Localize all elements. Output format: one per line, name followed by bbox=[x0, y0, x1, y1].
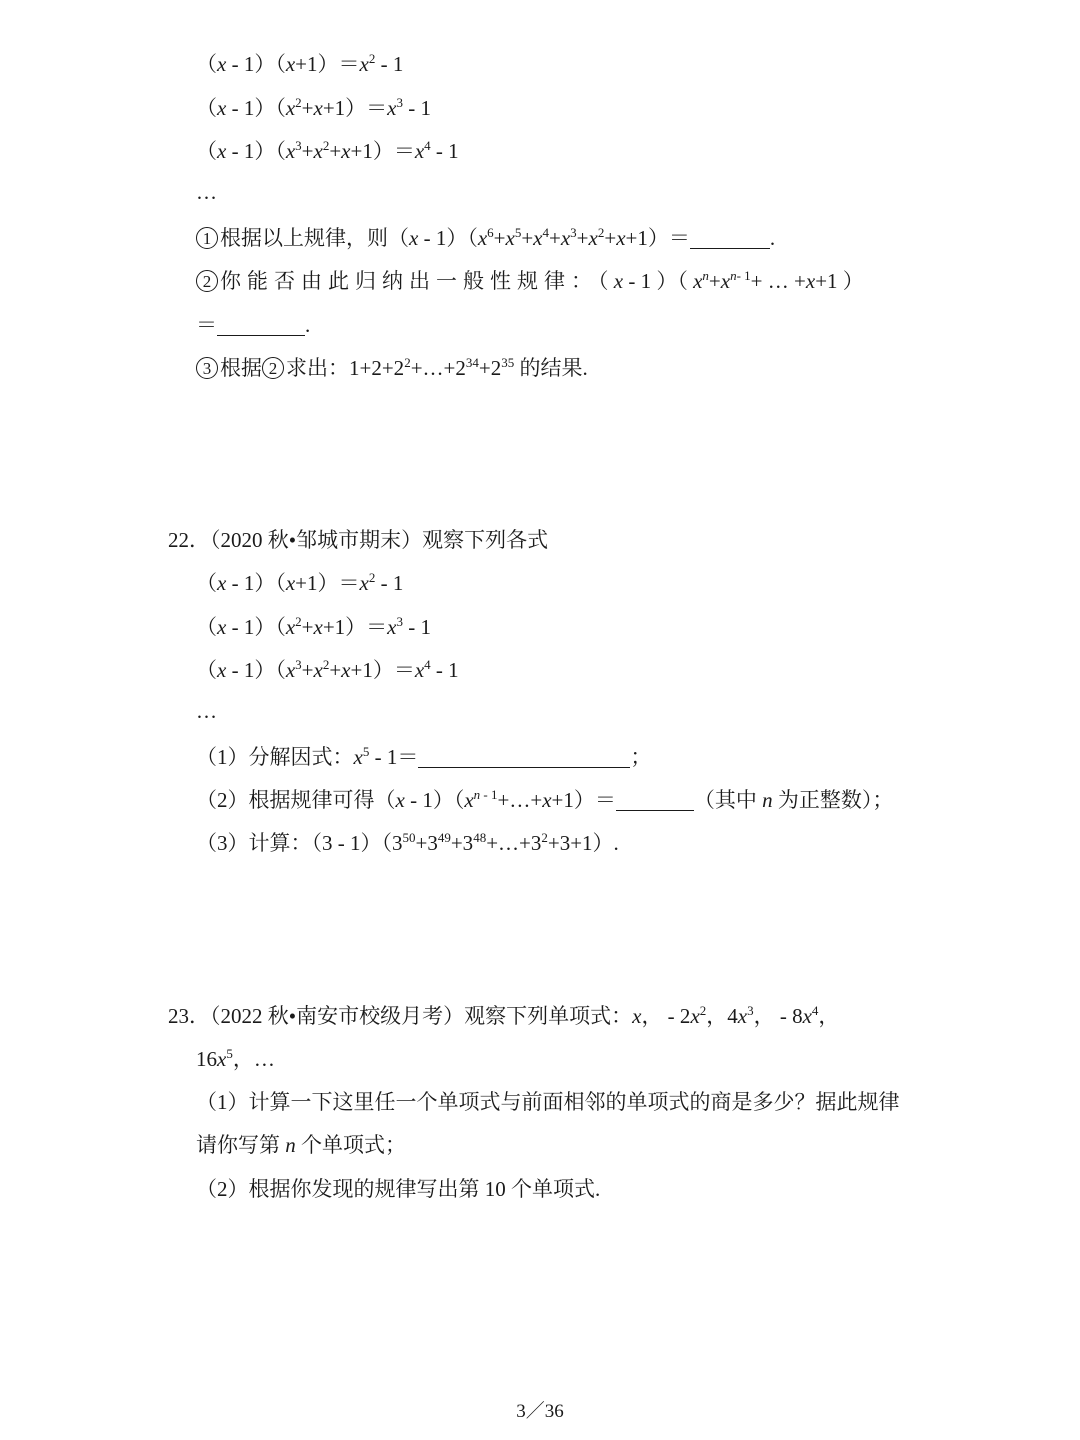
q22-formula-1: $(x - 1)(x+1)=x^2 - 1$ bbox=[196, 570, 404, 595]
q22-ellipsis: … bbox=[196, 699, 217, 723]
q22-formula-3: $(x - 1)(x^3+x^2+x+1)=x^4 - 1$ bbox=[196, 657, 459, 682]
circled-number-2: 2 bbox=[262, 357, 284, 379]
circled-number-3: 3 bbox=[196, 357, 218, 379]
q21-part-1: 1 根据以上规律，则$(x - 1)(x^6+x^5+x^4+x^3+x^2+x+1)=$ . bbox=[196, 224, 775, 252]
question-number: 23． bbox=[168, 1004, 210, 1028]
answer-blank bbox=[217, 315, 305, 336]
q21-part-2: 2 你能否由此归纳出一般性规律：（ x - 1 ）（ $x^n+x^{n- 1}+$ … +x+1 ） bbox=[196, 267, 864, 295]
question-source: （2022 秋•南安市校级月考） bbox=[210, 1004, 465, 1028]
answer-blank bbox=[690, 228, 770, 249]
q23-part-2: （2）根据你发现的规律写出第 10 个单项式. bbox=[196, 1177, 601, 1201]
q22-header bbox=[168, 526, 548, 554]
q21-formula-2: $(x - 1)(x^2+x+1)=x^3 - 1$ bbox=[196, 95, 431, 120]
q22-part-2: （2）根据规律可得$(x - 1)(x^n$ $^{- 1}$+…+x+1）＝ （其中 n 为正整数）； bbox=[196, 787, 894, 812]
answer-blank bbox=[616, 790, 694, 811]
question-number: 22． bbox=[168, 528, 210, 552]
question-source: （2020 秋•邹城市期末） bbox=[210, 528, 423, 552]
q21-ellipsis: … bbox=[196, 180, 217, 204]
q21-part-3: 3 根据 2 求出：$1+2+2^2+\dots+2^{34}+2^{35}$ 的结果. bbox=[196, 354, 588, 382]
q21-formula-3: $(x - 1)(x^3+x^2+x+1)=x^4 - 1$ bbox=[196, 138, 459, 163]
circled-number-2: 2 bbox=[196, 270, 218, 292]
q22-part-1: （1）分解因式：$x^5 - 1=$ ； bbox=[196, 744, 652, 769]
q23-part-1-cont: 请你写第 n 个单项式； bbox=[196, 1133, 406, 1157]
question-prompt: 观察下列各式 bbox=[422, 528, 549, 552]
q23-part-1: （1）计算一下这里任一个单项式与前面相邻的单项式的商是多少？据此规律 bbox=[196, 1090, 900, 1114]
answer-blank bbox=[418, 747, 630, 768]
q23-header-cont: $16x^5$，… bbox=[196, 1046, 275, 1071]
q22-part-3: （3）计算：$(3 - 1)(3^{50}+3^{49}+3^{48}+\dots+3^2+3+1)$. bbox=[196, 830, 619, 855]
q22-formula-2: $(x - 1)(x^2+x+1)=x^3 - 1$ bbox=[196, 614, 431, 639]
q23-header: 23．（2022 秋•南安市校级月考）观察下列单项式：x， - $2x^2$，$4x^3$， - $8x^4$， bbox=[168, 1003, 840, 1028]
page-number: 3／36 bbox=[516, 1401, 564, 1422]
circled-number-1: 1 bbox=[196, 227, 218, 249]
q21-formula-1: $(x - 1)(x+1)=x^2 - 1$ bbox=[196, 51, 404, 76]
q21-part-2-cont: ＝ . bbox=[196, 313, 311, 337]
